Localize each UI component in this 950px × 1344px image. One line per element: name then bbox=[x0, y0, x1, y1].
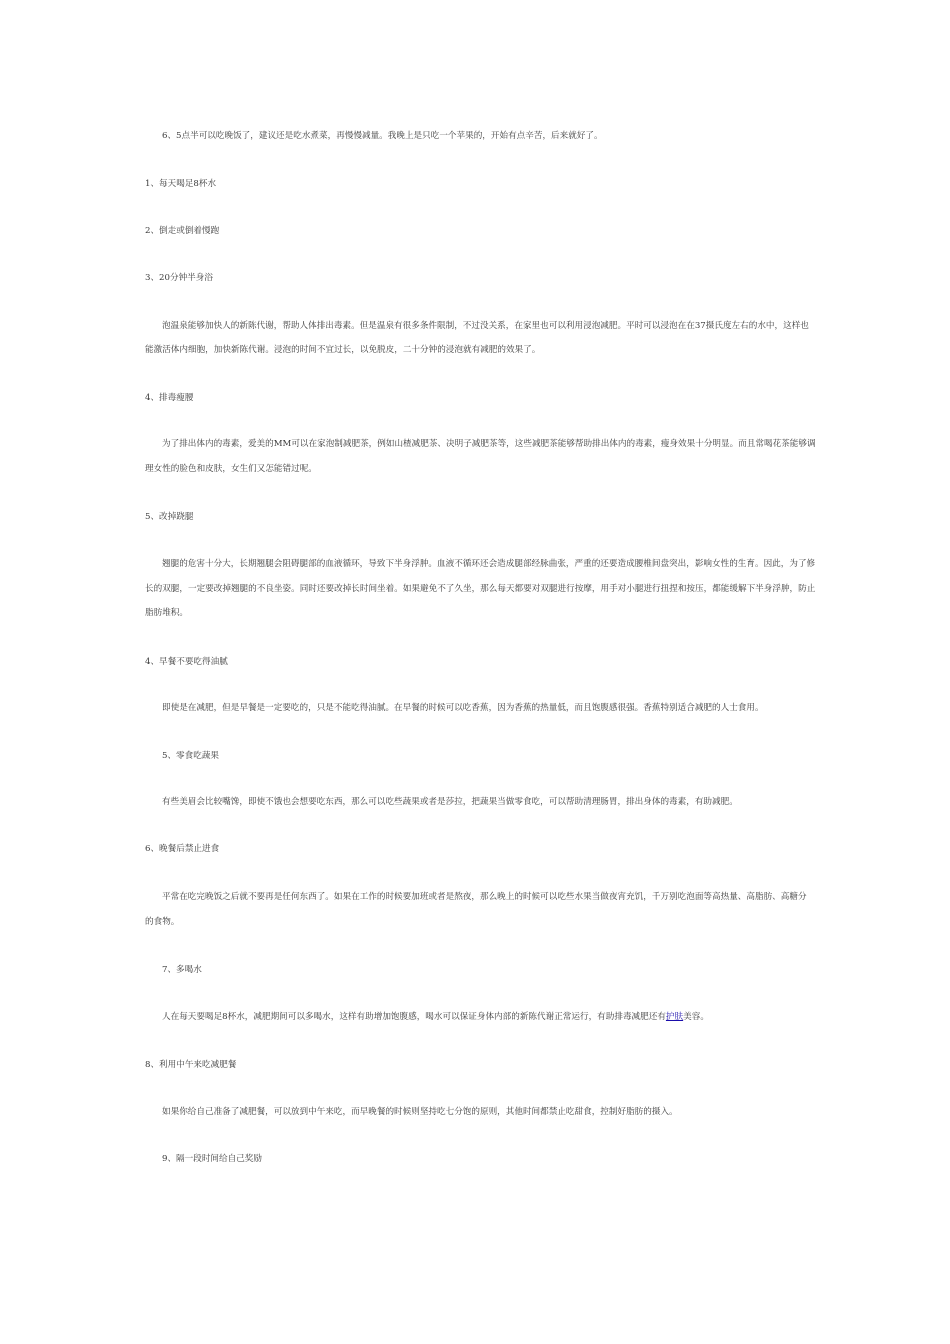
section-heading: 9、隔一段时间给自己奖励 bbox=[162, 1154, 262, 1164]
section-heading: 4、早餐不要吃得油腻 bbox=[145, 657, 228, 667]
paragraph-line: 翘腿的危害十分大，长期翘腿会阻碍腿部的血液循环，导致下半身浮肿。血液不循环还会造成腿部经脉曲张，严重的还要造成腰椎间盘突出，影响女性的生育。因此，为了修 bbox=[162, 559, 816, 569]
skincare-link[interactable]: 护肤 bbox=[665, 1012, 684, 1022]
paragraph-line: 即使是在减肥，但是早餐是一定要吃的，只是不能吃得油腻。在早餐的时候可以吃香蕉，因为香蕉的热量低，而且饱腹感很强。香蕉特别适合减肥的人士食用。 bbox=[162, 703, 764, 713]
section-heading: 6、晚餐后禁止进食 bbox=[145, 844, 220, 854]
section-heading: 1、每天喝足8杯水 bbox=[145, 179, 217, 189]
paragraph-text-end: 美容。 bbox=[683, 1012, 709, 1022]
paragraph-line: 长的双腿，一定要改掉翘腿的不良坐姿。同时还要改掉长时间坐着。如果避免不了久坐，那么每天都要对双腿进行按摩，用手对小腿进行扭捏和按压，都能缓解下半身浮肿，防止 bbox=[145, 584, 816, 594]
paragraph-line: 如果你给自己准备了减肥餐，可以放到中午来吃，而早晚餐的时候则坚持吃七分饱的原则，其他时间都禁止吃甜食，控制好脂肪的摄入。 bbox=[162, 1107, 678, 1117]
paragraph-line: 平常在吃完晚饭之后就不要再是任何东西了。如果在工作的时候要加班或者是熬夜，那么晚上的时候可以吃些水果当做夜宵充饥，千万别吃泡面等高热量、高脂肪、高糖分 bbox=[162, 892, 807, 902]
section-heading: 8、利用中午来吃减肥餐 bbox=[145, 1060, 237, 1070]
section-heading: 7、多喝水 bbox=[162, 965, 202, 975]
paragraph-text: 人在每天要喝足8杯水，减肥期间可以多喝水，这样有助增加饱腹感，喝水可以保证身体内部的新陈代谢正常运行，有助排毒减肥还有 bbox=[162, 1012, 666, 1022]
paragraph-line: 能激活体内细胞，加快新陈代谢。浸泡的时间不宜过长，以免脱皮，二十分钟的浸泡就有减肥的效果了。 bbox=[145, 345, 541, 355]
section-heading: 2、倒走或倒着慢跑 bbox=[145, 226, 220, 236]
paragraph-line: 泡温泉能够加快人的新陈代谢，帮助人体排出毒素。但是温泉有很多条件限制，不过没关系，在家里也可以利用浸泡减肥。平时可以浸泡在在37摄氏度左右的水中，这样也 bbox=[162, 321, 809, 331]
paragraph-line: 脂肪堆积。 bbox=[145, 608, 188, 618]
paragraph-line bbox=[162, 1011, 832, 1023]
paragraph-line: 的食物。 bbox=[145, 917, 180, 927]
section-heading: 5、改掉跷腿 bbox=[145, 512, 194, 522]
paragraph-line: 6、5点半可以吃晚饭了，建议还是吃水煮菜，再慢慢减量。我晚上是只吃一个苹果的，开始有点辛苦，后来就好了。 bbox=[162, 131, 603, 141]
paragraph-line: 有些美眉会比较嘴馋，即使不饿也会想要吃东西，那么可以吃些蔬果或者是莎拉，把蔬果当做零食吃，可以帮助清理肠胃，排出身体的毒素，有助减肥。 bbox=[162, 797, 738, 807]
section-heading: 3、20分钟半身浴 bbox=[145, 273, 213, 283]
section-heading: 4、排毒瘦腰 bbox=[145, 393, 194, 403]
paragraph-line: 理女性的脸色和皮肤，女生们又怎能错过呢。 bbox=[145, 464, 317, 474]
paragraph-line: 为了排出体内的毒素，爱美的MM可以在家泡制减肥茶，例如山楂减肥茶、决明子减肥茶等，这些减肥茶能够帮助排出体内的毒素，瘦身效果十分明显。而且常喝花茶能够调 bbox=[162, 439, 816, 449]
section-heading: 5、零食吃蔬果 bbox=[162, 751, 220, 761]
